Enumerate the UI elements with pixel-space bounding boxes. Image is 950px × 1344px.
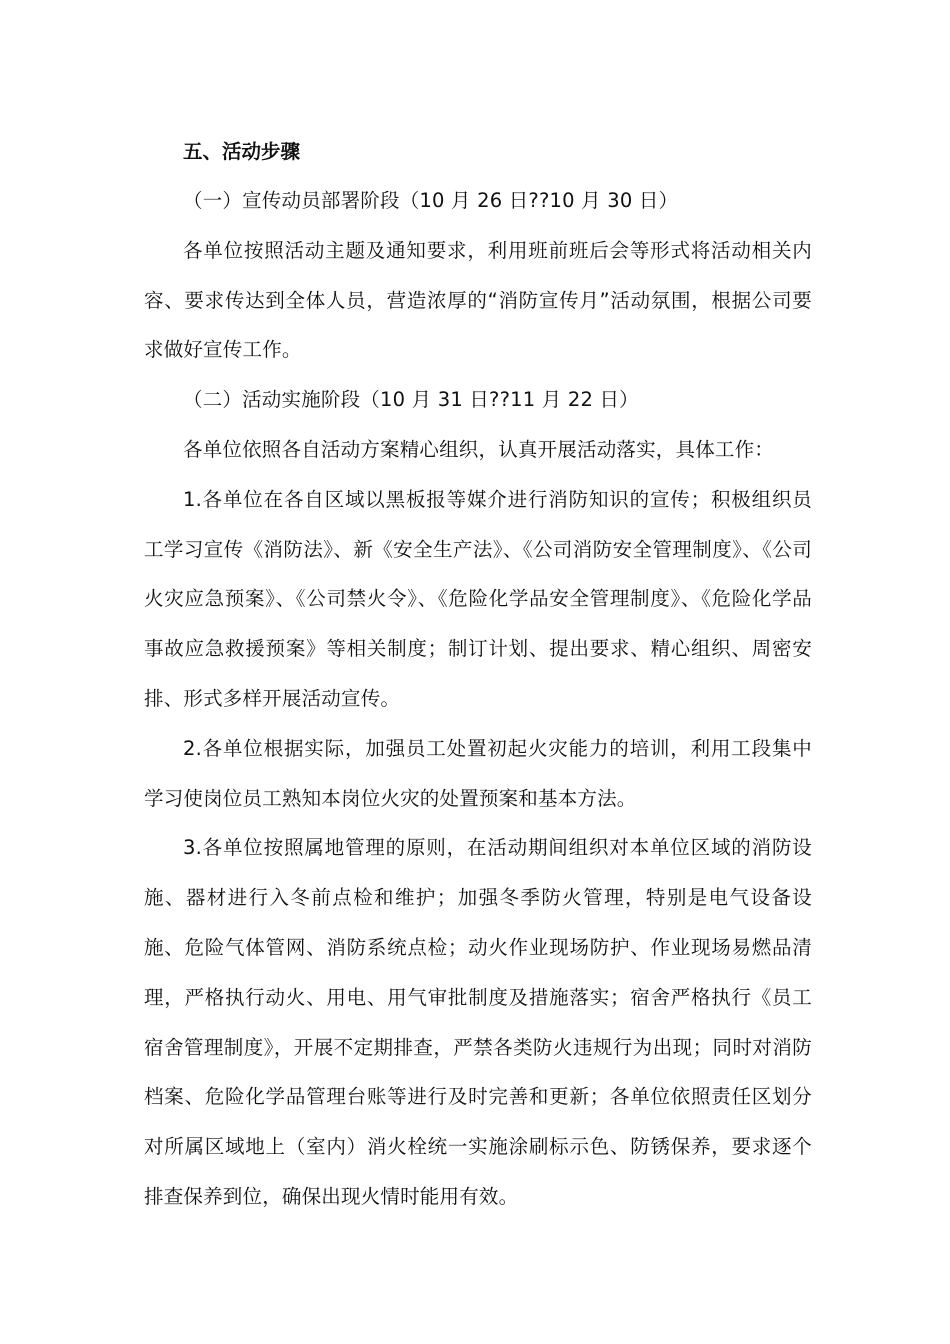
subsection-heading-implementation: （二）活动实施阶段（10 月 31 日??11 月 22 日）	[183, 388, 639, 412]
document-body	[144, 128, 812, 1222]
section-heading: 五、活动步骤	[183, 140, 301, 163]
subsection-heading-publicity: （一）宣传动员部署阶段（10 月 26 日??10 月 30 日）	[183, 189, 679, 212]
paragraph-item-2: 2.各单位根据实际，加强员工处置初起火灾能力的培训，利用工段集中学习使岗位员工熟知本岗位火灾的处置预案和基本方法。	[144, 736, 812, 810]
paragraph-implementation-intro: 各单位依照各自活动方案精心组织，认真开展活动落实，具体工作：	[183, 437, 775, 461]
paragraph-item-1: 1.各单位在各自区域以黑板报等媒介进行消防知识的宣传；积极组织员工学习宣传《消防法》、新《安全生产法》、《公司消防安全管理制度》、《公司火灾应急预案》、《公司禁火令》、《危险化学品安全管理制度》、《危险化学品事故应急救援预案》等相关制度；制订计划、提出要求、精心组织、周密安排、形式多样开展活动宣传。	[144, 487, 812, 710]
paragraph-item-3: 3.各单位按照属地管理的原则，在活动期间组织对本单位区域的消防设施、器材进行入冬前点检和维护；加强冬季防火管理，特别是电气设备设施、危险气体管网、消防系统点检；动火作业现场防护、作业现场易燃品清理，严格执行动火、用电、用气审批制度及措施落实；宿舍严格执行《员工宿舍管理制度》，开展不定期排查，严禁各类防火违规行为出现；同时对消防档案、危险化学品管理台账等进行及时完善和更新；各单位依照责任区划分对所属区域地上（室内）消火栓统一实施涂刷标示色、防锈保养，要求逐个排查保养到位，确保出现火情时能用有效。	[144, 836, 812, 1208]
paragraph-publicity-body: 各单位按照活动主题及通知要求，利用班前班后会等形式将活动相关内容、要求传达到全体人员，营造浓厚的“消防宣传月”活动氛围，根据公司要求做好宣传工作。	[144, 238, 812, 362]
